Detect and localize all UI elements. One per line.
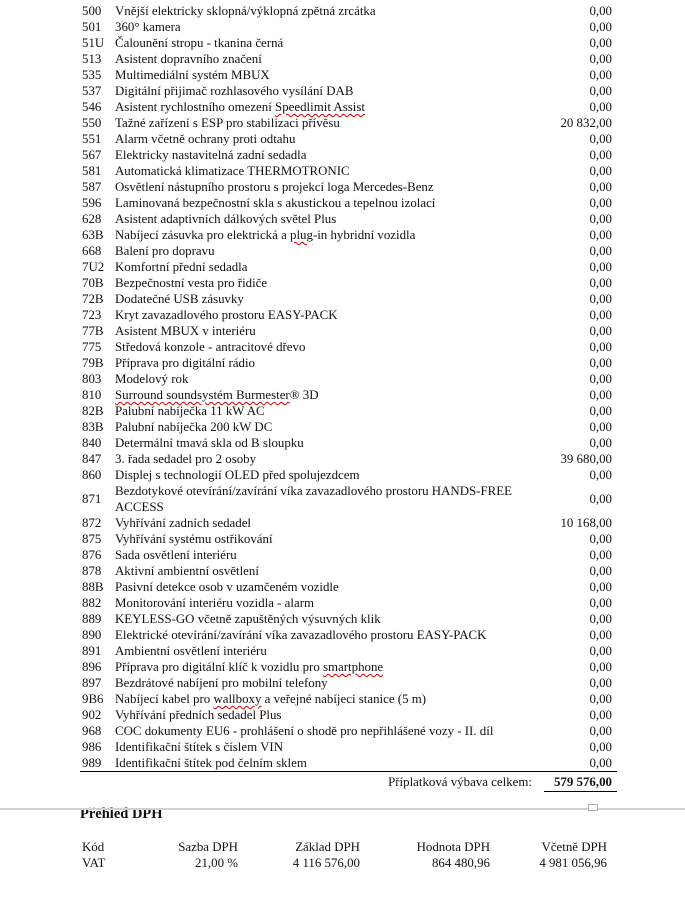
option-price: 0,00 [589,564,612,578]
vat-cell: 21,00 % [195,856,238,870]
option-price: 0,00 [589,628,612,642]
option-description [115,147,520,163]
option-code: 83B [82,420,104,434]
option-price: 0,00 [589,148,612,162]
table-row [80,211,617,227]
options-total-label: Příplatková výbava celkem: [388,775,532,789]
option-price: 0,00 [589,468,612,482]
table-row [80,35,617,51]
option-code: 513 [82,52,102,66]
option-code: 878 [82,564,102,578]
description-text: Automatická klimatizace THERMOTRONIC [115,164,350,178]
table-row [80,723,617,739]
option-price: 0,00 [589,660,612,674]
table-row [80,275,617,291]
option-code: 550 [82,116,102,130]
option-price: 0,00 [589,276,612,290]
option-description [115,739,520,755]
option-price: 0,00 [589,260,612,274]
option-description [115,691,520,707]
option-price: 0,00 [589,740,612,754]
option-description [115,307,520,323]
option-code: 535 [82,68,102,82]
option-code: 989 [82,756,102,770]
option-description [115,99,520,115]
vat-cell: VAT [82,856,106,870]
option-description [115,563,520,579]
description-text: Modelový rok [115,372,189,386]
option-code: 628 [82,212,102,226]
option-description [115,547,520,563]
option-description [115,467,520,483]
description-text: Elektrické otevírání/zavírání víka zavazadlového prostoru EASY-PACK [115,628,487,642]
option-price: 0,00 [589,492,612,506]
object-anchor-marker [588,804,598,811]
description-text: 3. řada sedadel pro 2 osoby [115,452,257,466]
option-price: 0,00 [589,84,612,98]
table-row [80,675,617,691]
description-text: Čalounění stropu - tkanina černá [115,36,284,50]
option-code: 587 [82,180,102,194]
option-price: 0,00 [589,372,612,386]
table-row [80,579,617,595]
table-row [80,611,617,627]
description-text: Bezdotykové otevírání/zavírání víka zavazadlového prostoru HANDS-FREE ACCESS [115,484,512,514]
option-price: 0,00 [589,228,612,242]
table-row [80,563,617,579]
description-text: Bezdrátové nabíjení pro mobilní telefony [115,676,328,690]
option-code: 551 [82,132,102,146]
option-price: 0,00 [589,676,612,690]
option-price: 0,00 [589,580,612,594]
vat-column-header: Základ DPH [295,840,360,854]
table-row [80,323,617,339]
description-text: Nabíjecí zásuvka pro elektrická a [115,228,291,242]
table-row [80,163,617,179]
option-description [115,755,520,771]
options-total-value: 579 576,00 [544,774,617,792]
vehicle-options-table [80,3,617,772]
description-text: 360° kamera [115,20,181,34]
vat-column-header: Včetně DPH [541,840,607,854]
description-text: Vyhřívání zadních sedadel [115,516,252,530]
option-description [115,35,520,51]
description-text: Sada osvětlení interiéru [115,548,237,562]
table-row [80,339,617,355]
option-description [115,115,520,131]
option-code: 567 [82,148,102,162]
description-text: Monitorování interiéru vozidla - alarm [115,596,315,610]
vat-column-header: Kód [82,840,105,854]
option-description [115,675,520,691]
description-text: a veřejné nabíjecí stanice (5 m) [261,692,427,706]
option-price: 0,00 [589,164,612,178]
option-price: 0,00 [589,692,612,706]
table-row [80,419,617,435]
description-text: Displej s technologií OLED před spolujezdcem [115,468,360,482]
option-code: 986 [82,740,102,754]
option-description [115,67,520,83]
table-row [80,515,617,531]
option-price: 0,00 [589,596,612,610]
table-row [80,691,617,707]
option-code: 88B [82,580,104,594]
option-price: 39 680,00 [560,452,612,466]
description-text: ® 3D [289,388,319,402]
option-code: 9B6 [82,692,104,706]
table-row [80,99,617,115]
option-description [115,723,520,739]
option-description [115,51,520,67]
description-text: Aktivní ambientní osvětlení [115,564,259,578]
vat-header-row [80,839,617,855]
option-code: 70B [82,276,104,290]
option-price: 0,00 [589,340,612,354]
option-code: 860 [82,468,102,482]
description-text: Příprava pro digitální klíč k vozidlu pro [115,660,323,674]
option-description [115,19,520,35]
option-description [115,211,520,227]
option-description [115,179,520,195]
option-description [115,83,520,99]
option-code: 840 [82,436,102,450]
option-code: 581 [82,164,102,178]
option-price: 0,00 [589,420,612,434]
option-code: 723 [82,308,102,322]
option-code: 7U2 [82,260,105,274]
option-price: 0,00 [589,36,612,50]
option-description [115,323,520,339]
table-row [80,451,617,467]
page-section-divider [0,808,685,810]
option-description [115,403,520,419]
option-price: 10 168,00 [560,516,612,530]
option-description [115,275,520,291]
description-text: COC dokumenty EU6 - prohlášení o shodě pro nepřihlášené vozy - II. díl [115,724,494,738]
description-text: Komfortní přední sedadla [115,260,248,274]
option-code: 79B [82,356,104,370]
vat-section-heading: Přehled DPH [80,806,163,822]
description-text: -in hybridní vozidla [312,228,416,242]
option-code: 596 [82,196,102,210]
table-row [80,291,617,307]
option-price: 0,00 [589,132,612,146]
option-description [115,435,520,451]
table-row [80,403,617,419]
option-price: 0,00 [589,4,612,18]
table-row [80,227,617,243]
option-price: 0,00 [589,212,612,226]
option-description [115,595,520,611]
description-text: Dodatečné USB zásuvky [115,292,244,306]
option-code: 897 [82,676,102,690]
option-description [115,163,520,179]
table-row [80,483,617,515]
vat-cell: 4 116 576,00 [292,856,360,870]
table-row [80,19,617,35]
option-code: 882 [82,596,102,610]
description-text: Identifikační štítek s číslem VIN [115,740,284,754]
option-code: 871 [82,492,102,506]
option-code: 82B [82,404,104,418]
option-code: 51U [82,36,105,50]
misspelled-text: smartphone [323,660,384,674]
table-row [80,707,617,723]
option-code: 72B [82,292,104,306]
option-price: 0,00 [589,100,612,114]
table-row [80,531,617,547]
table-row [80,51,617,67]
description-text: Vyhřívání předních sedadel Plus [115,708,282,722]
description-text: Kryt zavazadlového prostoru EASY-PACK [115,308,338,322]
option-price: 0,00 [589,612,612,626]
option-description [115,643,520,659]
option-code: 902 [82,708,102,722]
description-text: Alarm včetně ochrany proti odtahu [115,132,296,146]
option-price: 0,00 [589,388,612,402]
option-price: 0,00 [589,20,612,34]
description-text: Palubní nabíječka 200 kW DC [115,420,273,434]
option-price: 0,00 [589,244,612,258]
option-description [115,387,520,403]
option-code: 889 [82,612,102,626]
option-code: 890 [82,628,102,642]
option-description [115,291,520,307]
vat-column-header: Sazba DPH [178,840,238,854]
option-price: 0,00 [589,308,612,322]
option-code: 500 [82,4,102,18]
option-code: 891 [82,644,102,658]
option-code: 63B [82,228,104,242]
option-description [115,227,520,243]
option-description [115,243,520,259]
option-description [115,259,520,275]
table-row [80,467,617,483]
option-price: 0,00 [589,180,612,194]
option-price: 20 832,00 [560,116,612,130]
option-code: 775 [82,340,102,354]
description-text: Digitální přijimač rozhlasového vysílání DAB [115,84,354,98]
description-text: KEYLESS-GO včetně zapuštěných výsuvných klik [115,612,381,626]
option-price: 0,00 [589,196,612,210]
description-text: Bezpečnostní vesta pro řidiče [115,276,268,290]
description-text: Laminovaná bezpečnostní skla s akustickou a tepelnou izolací [115,196,436,210]
vat-cell: 4 981 056,96 [539,856,607,870]
table-row [80,179,617,195]
misspelled-text: Speedlimit Assist [275,100,365,114]
option-description [115,483,520,515]
description-text: Středová konzole - antracitové dřevo [115,340,306,354]
table-row [80,643,617,659]
description-text: Asistent adaptivních dálkových světel Plus [115,212,337,226]
table-row [80,547,617,563]
option-price: 0,00 [589,68,612,82]
option-code: 77B [82,324,104,338]
option-code: 537 [82,84,102,98]
table-row [80,115,617,131]
description-text: Ambientní osvětlení interiéru [115,644,267,658]
option-price: 0,00 [589,724,612,738]
table-row [80,83,617,99]
option-code: 896 [82,660,102,674]
table-row [80,243,617,259]
option-description [115,3,520,19]
option-price: 0,00 [589,292,612,306]
option-code: 847 [82,452,102,466]
option-description [115,451,520,467]
description-text: Nabíjecí kabel pro [115,692,214,706]
vat-cell: 864 480,96 [431,856,490,870]
option-price: 0,00 [589,708,612,722]
option-description [115,707,520,723]
option-price: 0,00 [589,436,612,450]
description-text: Příprava pro digitální rádio [115,356,255,370]
description-text: Determální tmavá skla od B sloupku [115,436,304,450]
option-code: 803 [82,372,102,386]
table-row [80,387,617,403]
table-row [80,355,617,371]
description-text: Asistent dopravního značení [115,52,262,66]
table-row [80,67,617,83]
option-code: 876 [82,548,102,562]
option-price: 0,00 [589,644,612,658]
table-row [80,739,617,755]
description-text: Tažné zařízení s ESP pro stabilizaci přívěsu [115,116,340,130]
table-row [80,307,617,323]
description-text: Asistent rychlostního omezení [115,100,276,114]
description-text: Vnější elektricky sklopná/výklopná zpětná zrcátka [115,4,376,18]
misspelled-text: wallboxy [213,692,262,706]
table-row [80,627,617,643]
table-row [80,371,617,387]
option-description [115,339,520,355]
description-text: Balení pro dopravu [115,244,215,258]
option-price: 0,00 [589,532,612,546]
option-description [115,131,520,147]
description-text: Asistent MBUX v interiéru [115,324,256,338]
description-text: Palubní nabíječka 11 kW AC [115,404,265,418]
description-text: Identifikační štítek pod čelním sklem [115,756,307,770]
option-price: 0,00 [589,356,612,370]
option-price: 0,00 [589,404,612,418]
option-price: 0,00 [589,324,612,338]
option-description [115,579,520,595]
vat-data-row [80,855,617,871]
options-total-row [80,772,617,792]
option-description [115,627,520,643]
misspelled-text: plug [290,228,313,242]
table-row [80,3,617,19]
option-description [115,531,520,547]
option-code: 501 [82,20,102,34]
description-text: Elektricky nastavitelná zadní sedadla [115,148,307,162]
table-row [80,595,617,611]
option-price: 0,00 [589,548,612,562]
table-row [80,659,617,675]
description-text: Vyhřívání systému ostřikování [115,532,273,546]
table-row [80,195,617,211]
option-description [115,659,520,675]
option-description [115,515,520,531]
table-row [80,259,617,275]
table-row [80,147,617,163]
option-price: 0,00 [589,52,612,66]
misspelled-text: Surround soundsystém Burmester [115,388,290,402]
option-code: 875 [82,532,102,546]
table-row [80,755,617,772]
table-row [80,131,617,147]
option-description [115,195,520,211]
option-code: 546 [82,100,102,114]
option-description [115,611,520,627]
option-code: 668 [82,244,102,258]
option-description [115,355,520,371]
vat-column-header: Hodnota DPH [416,840,490,854]
table-row [80,435,617,451]
description-text: Multimediální systém MBUX [115,68,270,82]
option-code: 810 [82,388,102,402]
vat-summary-table [80,839,617,871]
description-text: Osvětlení nástupního prostoru s projekcí loga Mercedes-Benz [115,180,434,194]
description-text: Pasivní detekce osob v uzamčeném vozidle [115,580,339,594]
option-code: 872 [82,516,102,530]
option-price: 0,00 [589,756,612,770]
option-code: 968 [82,724,102,738]
option-description [115,371,520,387]
option-description [115,419,520,435]
